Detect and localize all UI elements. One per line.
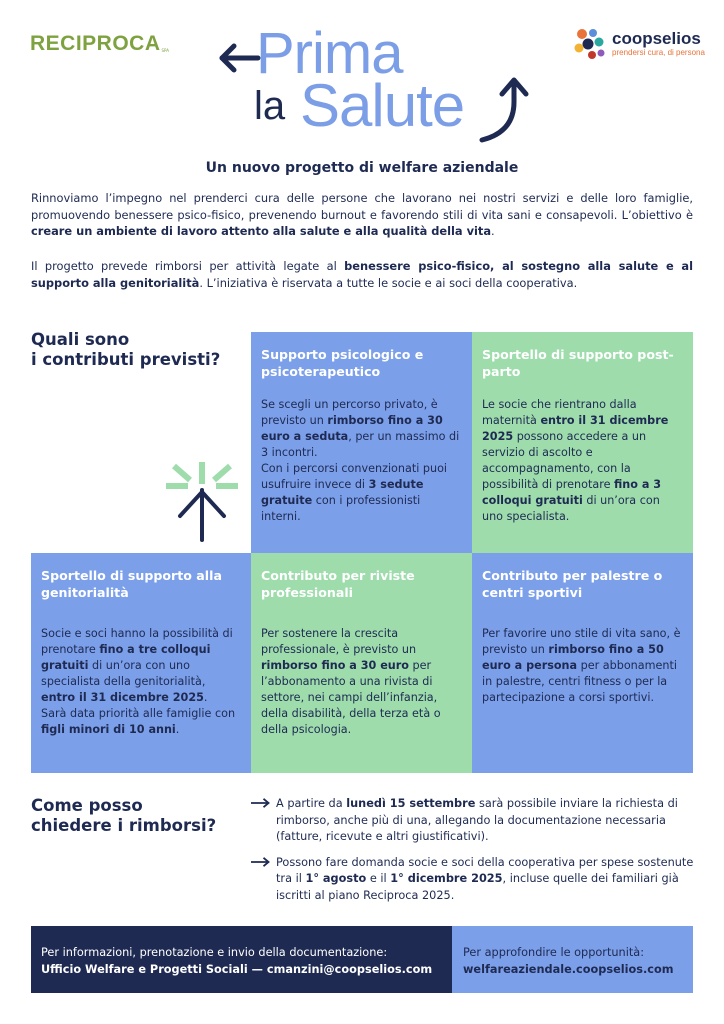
reciproca-logo-word: RECIPROCA xyxy=(30,32,161,55)
reciproca-logo-sub: SPA xyxy=(161,48,169,53)
card-title: Contributo per riviste professionali xyxy=(261,568,415,600)
refunds-heading-line2: chiedere i rimborsi? xyxy=(31,816,217,835)
subtitle: Un nuovo progetto di welfare aziendale xyxy=(205,160,519,176)
arrow-right-icon xyxy=(246,855,276,867)
refunds-heading xyxy=(31,796,216,836)
card-body: Se scegli un percorso privato, è previsto un rimborso fino a 30 euro a seduta, per un massimo di 3 incontri. Con i percorsi convenzionati puoi usufruire invece di 3 sedute gratuite con i professionisti interni. xyxy=(261,398,460,523)
contributions-heading xyxy=(31,330,220,370)
title-la: la xyxy=(254,84,286,128)
footer-contact xyxy=(31,926,452,993)
footer-website-link[interactable]: welfareaziendale.coopselios.com xyxy=(463,963,674,976)
step-text: A partire da lunedì 15 settembre sarà possibile inviare la richiesta di rimborso, anche più di una, allegando la documentazione necessaria (fatture, ricevute e altri giustificativi). xyxy=(276,797,678,843)
card-title: Sportello di supporto post-parto xyxy=(482,347,674,379)
step-text: Possono fare domanda socie e soci della cooperativa per spese sostenute tra il 1° agosto e il 1° dicembre 2025, incluse quelle dei familiari già iscritti al piano Reciproca 2025. xyxy=(276,855,694,902)
card-supporto-psicologico xyxy=(251,332,472,553)
card-body: Socie e soci hanno la possibilità di prenotare fino a tre colloqui gratuiti di un’ora con uno specialista della genitorialità, entro il 31 dicembre 2025. Sarà data priorità alle famiglie con figli minori di 10 anni. xyxy=(41,627,236,736)
card-riviste xyxy=(251,553,472,773)
card-genitorialita xyxy=(31,553,251,773)
intro-paragraph-1: Rinnoviamo l’impegno nel prenderci cura delle persone che lavorano nei nostri servizi e delle loro famiglie, promuovendo benessere psico-fisico, prevenendo burnout e favorendo stili di vita sani e consapevoli. L’obiettivo è creare un ambiente di lavoro attento alla salute e alla qualità della vita. xyxy=(31,191,693,238)
card-title: Sportello di supporto alla genitorialità xyxy=(41,568,222,600)
card-post-parto xyxy=(472,332,693,553)
coopselios-dots-icon xyxy=(572,26,608,62)
list-item xyxy=(246,855,696,905)
coopselios-logo xyxy=(572,26,705,62)
card-title: Supporto psicologico e psicoterapeutico xyxy=(261,347,424,379)
footer-contact-label: Per informazioni, prenotazione e invio della documentazione: xyxy=(41,946,388,959)
contributions-heading-line2: i contributi previsti? xyxy=(31,350,221,369)
arrow-right-icon xyxy=(246,796,276,808)
reciproca-logo xyxy=(30,32,169,56)
intro-paragraph-2: Il progetto prevede rimborsi per attività legate al benessere psico-fisico, al sostegno alla salute e al supporto alla genitorialità. L’iniziativa è riservata a tutte le socie e ai soci della cooperativa. xyxy=(31,259,693,290)
refund-steps xyxy=(246,796,696,913)
card-body: Per sostenere la crescita professionale, è previsto un rimborso fino a 30 euro per l’abbonamento a una rivista di settore, nei campi dell’infanzia, della disabilità, della terza età o della psicologia. xyxy=(261,627,441,736)
footer-website xyxy=(452,926,693,993)
asterisk-arrow-icon xyxy=(162,458,242,542)
footer-contact-email[interactable]: Ufficio Welfare e Progetti Sociali — cmanzini@coopselios.com xyxy=(41,963,433,976)
contributions-heading-line1: Quali sono xyxy=(31,330,130,349)
title-salute: Salute xyxy=(300,72,465,139)
arrow-left-icon xyxy=(222,46,258,70)
footer-website-label: Per approfondire le opportunità: xyxy=(463,946,644,959)
refunds-heading-line1: Come posso xyxy=(31,796,143,815)
coopselios-name: coopselios xyxy=(612,29,701,48)
card-title: Contributo per palestre o centri sportivi xyxy=(482,568,663,600)
title-prima: Prima xyxy=(256,21,403,86)
card-body: Per favorire uno stile di vita sano, è previsto un rimborso fino a 50 euro a persona per abbonamenti in palestre, centri fitness o per la partecipazione a corsi sportivi. xyxy=(482,627,681,704)
coopselios-tagline: prendersi cura, di persona xyxy=(612,48,705,57)
main-title xyxy=(214,22,544,152)
list-item xyxy=(246,796,696,846)
card-palestre xyxy=(472,553,693,773)
arrow-up-icon xyxy=(482,80,526,140)
card-body: Le socie che rientrano dalla maternità entro il 31 dicembre 2025 possono accedere a un servizio di ascolto e accompagnamento, con la possibilità di prenotare fino a 3 colloqui gratuiti di un’ora con uno specialista. xyxy=(482,398,669,523)
